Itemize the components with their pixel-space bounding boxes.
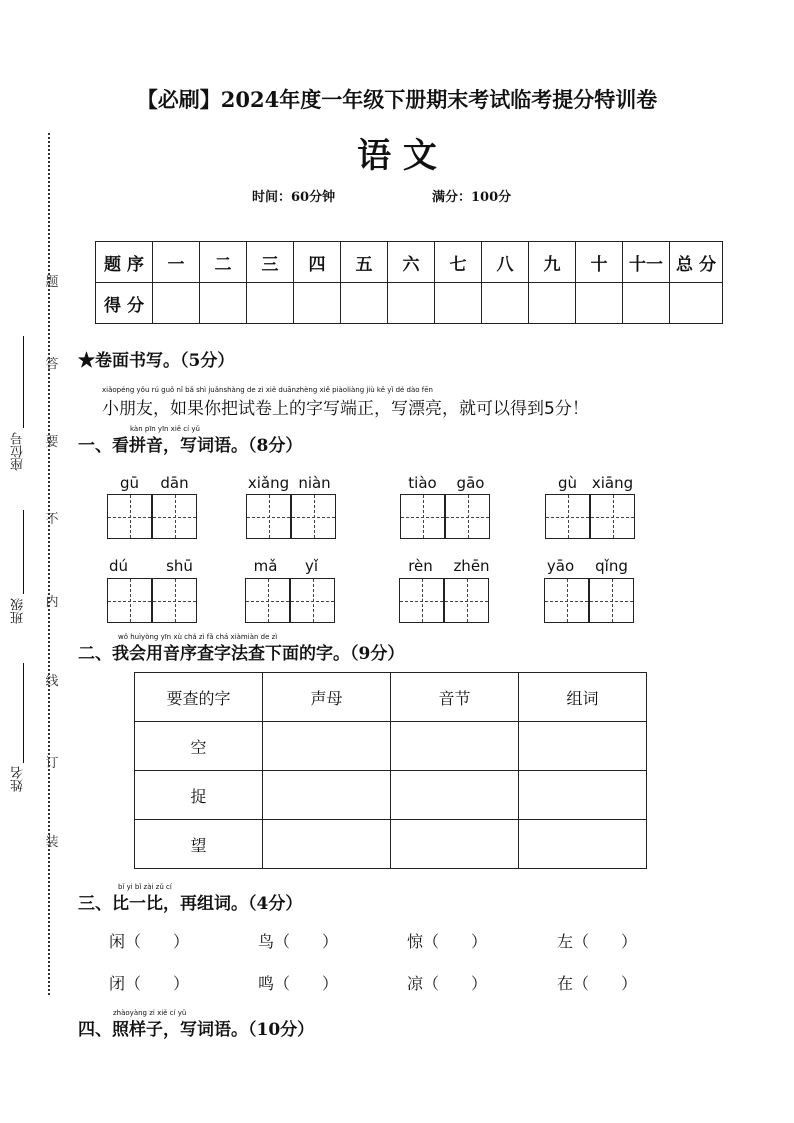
score-header-cell: 十一 <box>623 242 670 283</box>
pinyin-syllable: xiǎng <box>247 474 290 492</box>
writing-box[interactable] <box>444 578 489 623</box>
lookup-char: 捉 <box>135 771 263 820</box>
section1-title: 一、看拼音，写词语。（8分） <box>78 436 303 456</box>
section3-ruby: bǐ yi bǐ zài zǔ cí <box>118 883 172 891</box>
pinyin-syllable: gū <box>119 474 140 492</box>
subject-title: 语 文 <box>357 136 437 176</box>
score-cell[interactable] <box>623 283 670 324</box>
score-header-cell: 九 <box>529 242 576 283</box>
score-header-cell: 七 <box>435 242 482 283</box>
score-cell[interactable] <box>388 283 435 324</box>
handwriting-sentence: 小朋友，如果你把试卷上的字写端正，写漂亮，就可以得到5分！ <box>102 399 589 419</box>
name-line[interactable] <box>23 663 24 763</box>
pinyin-syllable: rèn <box>408 557 433 575</box>
pinyin-syllable: qǐng <box>595 557 628 575</box>
answer-cell[interactable] <box>519 771 647 820</box>
answer-cell[interactable] <box>263 820 391 869</box>
binding-char: 题 <box>45 275 59 290</box>
writing-box[interactable] <box>152 578 197 623</box>
score-header-row <box>96 242 723 283</box>
answer-cell[interactable] <box>391 820 519 869</box>
lookup-row <box>135 771 647 820</box>
pinyin-syllable: gù <box>557 474 578 492</box>
score-cell[interactable] <box>576 283 623 324</box>
section4-title: 四、照样子，写词语。（10分） <box>78 1020 315 1040</box>
binding-char: 不 <box>45 512 59 527</box>
lookup-header-cell: 组词 <box>519 673 647 722</box>
score-header-cell: 二 <box>200 242 247 283</box>
seat-number-label: 座位号 <box>11 432 26 471</box>
compare-item[interactable]: 鸟（ ） <box>258 932 339 951</box>
writing-box[interactable] <box>245 578 290 623</box>
full-score: 满分：100分 <box>432 190 512 205</box>
score-header-cell: 六 <box>388 242 435 283</box>
pinyin-syllable: dān <box>160 474 189 492</box>
section3-title: 三、比一比，再组词。（4分） <box>78 894 303 914</box>
binding-char: 要 <box>45 435 59 450</box>
answer-cell[interactable] <box>519 722 647 771</box>
exam-title: 【必刷】2024年度一年级下册期末考试临考提分特训卷 <box>136 87 658 112</box>
compare-item[interactable]: 在（ ） <box>557 974 638 993</box>
lookup-char: 空 <box>135 722 263 771</box>
name-label: 姓名 <box>11 766 26 792</box>
writing-box[interactable] <box>246 494 291 539</box>
section2-title: 二、我会用音序查字法查下面的字。（9分） <box>78 644 405 664</box>
pinyin-syllable: xiāng <box>591 474 634 492</box>
score-header-cell: 总 分 <box>670 242 723 283</box>
score-header-cell: 三 <box>247 242 294 283</box>
writing-box[interactable] <box>545 494 590 539</box>
answer-cell[interactable] <box>263 771 391 820</box>
score-row-label: 得 分 <box>96 283 153 324</box>
pinyin-syllable: tiào <box>408 474 437 492</box>
binding-char: 线 <box>45 674 59 689</box>
lookup-header-cell: 要查的字 <box>135 673 263 722</box>
pinyin-syllable: shū <box>166 557 193 575</box>
class-label: 班级 <box>11 598 26 624</box>
binding-dotted-line <box>48 133 50 995</box>
writing-box[interactable] <box>589 578 634 623</box>
answer-cell[interactable] <box>391 722 519 771</box>
lookup-row <box>135 820 647 869</box>
exam-time: 时间：60分钟 <box>252 190 336 205</box>
compare-item[interactable]: 闲（ ） <box>109 932 190 951</box>
score-header-cell: 十 <box>576 242 623 283</box>
compare-item[interactable]: 左（ ） <box>557 932 638 951</box>
writing-box[interactable] <box>290 578 335 623</box>
lookup-header-cell: 声母 <box>263 673 391 722</box>
seat-number-line[interactable] <box>23 336 24 428</box>
pinyin-syllable: gāo <box>456 474 485 492</box>
pinyin-syllable: yǐ <box>304 557 319 575</box>
section4-ruby: zhàoyàng zi xiě cí yǔ <box>113 1009 187 1017</box>
section1-ruby: kàn pīn yīn xiě cí yǔ <box>130 425 200 433</box>
pinyin-syllable: niàn <box>298 474 331 492</box>
answer-cell[interactable] <box>263 722 391 771</box>
lookup-char: 望 <box>135 820 263 869</box>
score-cell[interactable] <box>247 283 294 324</box>
score-cell[interactable] <box>153 283 200 324</box>
score-cell[interactable] <box>482 283 529 324</box>
compare-item[interactable]: 鸣（ ） <box>258 974 339 993</box>
pinyin-syllable: mǎ <box>253 557 278 575</box>
score-table <box>95 241 723 324</box>
writing-box[interactable] <box>445 494 490 539</box>
score-value-row <box>96 283 723 324</box>
writing-box[interactable] <box>400 494 445 539</box>
compare-item[interactable]: 闭（ ） <box>109 974 190 993</box>
binding-char: 答 <box>45 357 59 372</box>
writing-box[interactable] <box>399 578 444 623</box>
answer-cell[interactable] <box>519 820 647 869</box>
writing-box[interactable] <box>152 494 197 539</box>
binding-char: 装 <box>45 835 59 850</box>
handwriting-pinyin: xiǎopéng yǒu rú guǒ nǐ bǎ shì juǎnshàng de zì xiě duānzhèng xiě piàoliàng jiù kě yǐ dé dào fēn <box>102 386 433 394</box>
compare-item[interactable]: 惊（ ） <box>407 932 488 951</box>
lookup-header-row <box>135 673 647 722</box>
lookup-table <box>134 672 647 869</box>
compare-item[interactable]: 凉（ ） <box>407 974 488 993</box>
score-header-cell: 一 <box>153 242 200 283</box>
writing-box[interactable] <box>107 578 152 623</box>
score-header-cell: 五 <box>341 242 388 283</box>
handwriting-title: ★卷面书写。（5分） <box>78 351 235 371</box>
pinyin-syllable: zhēn <box>453 557 490 575</box>
pinyin-syllable: dú <box>108 557 129 575</box>
score-cell[interactable] <box>670 283 723 324</box>
writing-box[interactable] <box>107 494 152 539</box>
writing-box[interactable] <box>590 494 635 539</box>
score-cell[interactable] <box>435 283 482 324</box>
binding-char: 内 <box>45 595 59 610</box>
score-cell[interactable] <box>200 283 247 324</box>
answer-cell[interactable] <box>391 771 519 820</box>
score-cell[interactable] <box>294 283 341 324</box>
lookup-row <box>135 722 647 771</box>
writing-box[interactable] <box>291 494 336 539</box>
score-header-cell: 八 <box>482 242 529 283</box>
score-cell[interactable] <box>341 283 388 324</box>
score-header-cell: 题 序 <box>96 242 153 283</box>
section2-ruby: wǒ huìyòng yīn xù chá zì fǎ chá xiàmiàn de zì <box>118 633 278 641</box>
class-line[interactable] <box>23 510 24 594</box>
pinyin-syllable: yāo <box>546 557 575 575</box>
score-header-cell: 四 <box>294 242 341 283</box>
writing-box[interactable] <box>544 578 589 623</box>
lookup-header-cell: 音节 <box>391 673 519 722</box>
score-cell[interactable] <box>529 283 576 324</box>
binding-char: 订 <box>45 756 59 771</box>
